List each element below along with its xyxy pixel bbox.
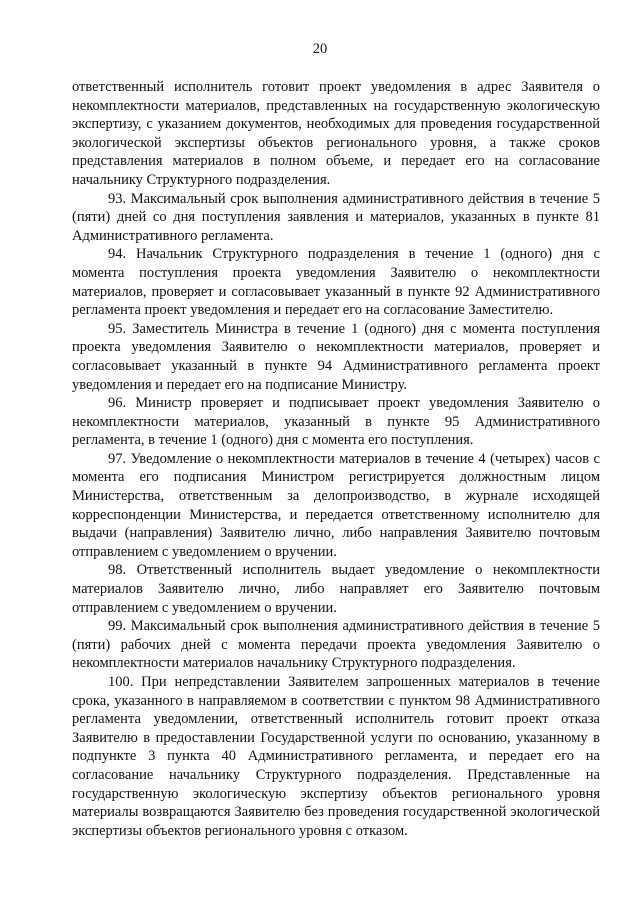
- paragraph-100: 100. При непредставлении Заявителем запрошенных материалов в течение срока, указанного в направляемом в соответствии с пунктом 98 Административного регламента уведомлении, ответственный исполнитель готовит проект отказа Заявителю в предоставлении Государственной услуги по основанию, указанному в подпункте 3 пункта 40 Административного регламента, и передает его на согласование начальнику Структурного подразделения. Представленные на государственную экологическую экспертизу объектов регионального уровня материалы возвращаются Заявителю без проведения государственной экологической экспертизы объектов регионального уровня с отказом.: [72, 674, 600, 839]
- paragraph-93: 93. Максимальный срок выполнения административного действия в течение 5 (пяти) дней со дня поступления заявления и материалов, указанных в пункте 81 Административного регламента.: [72, 190, 600, 244]
- paragraph-98: 98. Ответственный исполнитель выдает уведомление о некомплектности материалов Заявителю лично, либо направляет его Заявителю почтовым отправлением с уведомлением о вручении.: [72, 562, 600, 616]
- paragraph-continuation: ответственный исполнитель готовит проект уведомления в адрес Заявителя о некомплектности материалов, представленных на государственную экологическую экспертизу, с указанием документов, необходимых для проведения государственной экологической экспертизы объектов регионального уровня, а также сроков представления материалов в полном объеме, и передает его на согласование начальнику Структурного подразделения.: [72, 79, 600, 188]
- document-body: [72, 78, 600, 840]
- paragraph-99: 99. Максимальный срок выполнения административного действия в течение 5 (пяти) рабочих дней с момента передачи проекта уведомления Заявителю о некомплектности материалов начальнику Структурного подразделения.: [72, 618, 600, 672]
- paragraph-97: 97. Уведомление о некомплектности материалов в течение 4 (четырех) часов с момента его подписания Министром регистрируется должностным лицом Министерства, ответственным за делопроизводство, в журнале исходящей корреспонденции Министерства, и передается ответственному исполнителю для выдачи (направления) Заявителю лично, либо направления Заявителю почтовым отправлением с уведомлением о вручении.: [72, 450, 600, 560]
- paragraph-96: 96. Министр проверяет и подписывает проект уведомления Заявителю о некомплектности материалов, указанный в пункте 95 Административного регламента, в течение 1 (одного) дня с момента его поступления.: [72, 395, 600, 449]
- page-number: 20: [312, 41, 328, 57]
- paragraph-95: 95. Заместитель Министра в течение 1 (одного) дня с момента поступления проекта уведомления Заявителю о некомплектности материалов, проверяет и согласовывает указанный в пункте 94 Административного регламента проект уведомления и передает его на подписание Министру.: [72, 320, 600, 393]
- paragraph-94: 94. Начальник Структурного подразделения в течение 1 (одного) дня с момента поступления проекта уведомления Заявителю о некомплектности материалов, проверяет и согласовывает указанный в пункте 92 Административного регламента проект уведомления и передает его на согласование Заместителю.: [72, 246, 600, 319]
